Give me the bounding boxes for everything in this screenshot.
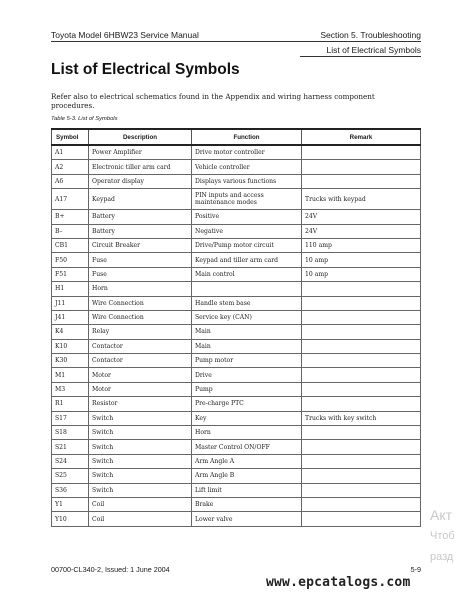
- cell-remark: Trucks with keypad: [302, 189, 421, 210]
- table-row: [52, 497, 421, 511]
- cell-remark: [302, 282, 421, 296]
- cell-function: Arm Angle B: [192, 469, 302, 483]
- cell-description: Electronic tiller arm card: [89, 160, 192, 174]
- table-row: [52, 339, 421, 353]
- footer-doc-number: 00700-CL340-2, Issued: 1 June 2004: [51, 565, 170, 574]
- cell-function: [192, 282, 302, 296]
- cell-symbol: A17: [52, 189, 89, 210]
- table-caption: Table 5-3. List of Symbols: [51, 116, 118, 122]
- cell-description: Fuse: [89, 267, 192, 281]
- cell-description: Coil: [89, 512, 192, 526]
- cell-remark: [302, 469, 421, 483]
- cell-symbol: M3: [52, 382, 89, 396]
- table-row: [52, 296, 421, 310]
- table-row: [52, 238, 421, 252]
- activation-watermark-line3: разд: [430, 551, 454, 563]
- cell-remark: 24V: [302, 224, 421, 238]
- cell-function: PIN inputs and access maintenance modes: [192, 189, 302, 210]
- site-url-watermark: www.epcatalogs.com: [266, 575, 411, 590]
- cell-remark: [302, 145, 421, 160]
- cell-function: Main control: [192, 267, 302, 281]
- table-row: [52, 454, 421, 468]
- cell-function: Pre-charge PTC: [192, 397, 302, 411]
- cell-remark: [302, 454, 421, 468]
- table-header-row: [52, 129, 421, 145]
- cell-remark: [302, 382, 421, 396]
- symbols-table: [51, 128, 421, 527]
- cell-description: Switch: [89, 426, 192, 440]
- cell-description: Circuit Breaker: [89, 238, 192, 252]
- cell-symbol: R1: [52, 397, 89, 411]
- cell-description: Power Amplifier: [89, 145, 192, 160]
- page-title: List of Electrical Symbols: [51, 61, 240, 78]
- cell-symbol: B+: [52, 210, 89, 224]
- table-row: [52, 189, 421, 210]
- cell-description: Switch: [89, 483, 192, 497]
- cell-remark: 10 amp: [302, 267, 421, 281]
- table-row: [52, 512, 421, 526]
- cell-symbol: J11: [52, 296, 89, 310]
- cell-symbol: F50: [52, 253, 89, 267]
- cell-description: Switch: [89, 454, 192, 468]
- cell-symbol: J41: [52, 310, 89, 324]
- col-header-description: Description: [89, 129, 192, 145]
- cell-remark: Trucks with key switch: [302, 411, 421, 425]
- cell-function: Positive: [192, 210, 302, 224]
- cell-remark: [302, 483, 421, 497]
- cell-symbol: A1: [52, 145, 89, 160]
- table-row: [52, 483, 421, 497]
- cell-symbol: S17: [52, 411, 89, 425]
- cell-remark: 110 amp: [302, 238, 421, 252]
- cell-symbol: B–: [52, 224, 89, 238]
- cell-function: Service key (CAN): [192, 310, 302, 324]
- cell-symbol: S25: [52, 469, 89, 483]
- cell-symbol: S24: [52, 454, 89, 468]
- table-row: [52, 469, 421, 483]
- cell-function: Horn: [192, 426, 302, 440]
- cell-symbol: A6: [52, 174, 89, 188]
- cell-remark: [302, 160, 421, 174]
- subheader-divider: [300, 56, 421, 57]
- cell-symbol: K30: [52, 354, 89, 368]
- cell-symbol: Y10: [52, 512, 89, 526]
- cell-description: Keypad: [89, 189, 192, 210]
- table-row: [52, 210, 421, 224]
- cell-description: Resistor: [89, 397, 192, 411]
- table-row: [52, 325, 421, 339]
- cell-description: Battery: [89, 210, 192, 224]
- table-row: [52, 224, 421, 238]
- table-row: [52, 174, 421, 188]
- cell-symbol: K4: [52, 325, 89, 339]
- cell-function: Main: [192, 339, 302, 353]
- cell-function: Displays various functions: [192, 174, 302, 188]
- cell-description: Relay: [89, 325, 192, 339]
- table-row: [52, 368, 421, 382]
- table-row: [52, 397, 421, 411]
- cell-function: Negative: [192, 224, 302, 238]
- cell-remark: [302, 426, 421, 440]
- cell-function: Pump: [192, 382, 302, 396]
- table-row: [52, 267, 421, 281]
- cell-description: Motor: [89, 368, 192, 382]
- table-row: [52, 282, 421, 296]
- cell-remark: [302, 512, 421, 526]
- cell-description: Contactor: [89, 354, 192, 368]
- cell-description: Operator display: [89, 174, 192, 188]
- table-row: [52, 440, 421, 454]
- cell-description: Switch: [89, 411, 192, 425]
- cell-function: Pump motor: [192, 354, 302, 368]
- cell-function: Key: [192, 411, 302, 425]
- header-doc-title: Toyota Model 6HBW23 Service Manual: [51, 30, 199, 40]
- cell-function: Arm Angle A: [192, 454, 302, 468]
- cell-symbol: H1: [52, 282, 89, 296]
- cell-symbol: F51: [52, 267, 89, 281]
- cell-symbol: M1: [52, 368, 89, 382]
- cell-symbol: S18: [52, 426, 89, 440]
- cell-function: Drive: [192, 368, 302, 382]
- table-body: [52, 145, 421, 526]
- cell-function: Brake: [192, 497, 302, 511]
- cell-function: Main: [192, 325, 302, 339]
- cell-remark: [302, 325, 421, 339]
- activation-watermark-line1: Акт: [430, 507, 453, 523]
- footer-page-number: 5-9: [410, 565, 421, 574]
- table-row: [52, 426, 421, 440]
- cell-description: Wire Connection: [89, 310, 192, 324]
- table-row: [52, 310, 421, 324]
- cell-remark: [302, 368, 421, 382]
- cell-remark: [302, 497, 421, 511]
- col-header-function: Function: [192, 129, 302, 145]
- cell-description: Coil: [89, 497, 192, 511]
- header-section: Section 5. Troubleshooting: [320, 30, 421, 40]
- cell-function: Master Control ON/OFF: [192, 440, 302, 454]
- cell-description: Switch: [89, 440, 192, 454]
- activation-watermark-line2: Чтоб: [430, 530, 455, 542]
- intro-paragraph: Refer also to electrical schematics found in the Appendix and wiring harness component procedures.: [51, 92, 375, 110]
- cell-remark: [302, 296, 421, 310]
- cell-description: Wire Connection: [89, 296, 192, 310]
- cell-remark: 24V: [302, 210, 421, 224]
- col-header-symbol: Symbol: [52, 129, 89, 145]
- table-row: [52, 354, 421, 368]
- cell-remark: [302, 310, 421, 324]
- cell-function: Drive motor controller: [192, 145, 302, 160]
- cell-remark: [302, 397, 421, 411]
- table-row: [52, 253, 421, 267]
- cell-function: Drive/Pump motor circuit: [192, 238, 302, 252]
- cell-remark: [302, 354, 421, 368]
- cell-remark: [302, 174, 421, 188]
- cell-description: Fuse: [89, 253, 192, 267]
- col-header-remark: Remark: [302, 129, 421, 145]
- cell-remark: 10 amp: [302, 253, 421, 267]
- cell-description: Horn: [89, 282, 192, 296]
- header-divider: [51, 41, 421, 42]
- table-row: [52, 160, 421, 174]
- cell-symbol: S21: [52, 440, 89, 454]
- cell-function: Lift limit: [192, 483, 302, 497]
- cell-symbol: CB1: [52, 238, 89, 252]
- cell-symbol: K10: [52, 339, 89, 353]
- cell-description: Contactor: [89, 339, 192, 353]
- cell-function: Vehicle controller: [192, 160, 302, 174]
- cell-description: Motor: [89, 382, 192, 396]
- header-subsection: List of Electrical Symbols: [326, 45, 421, 55]
- cell-function: Keypad and tiller arm card: [192, 253, 302, 267]
- cell-symbol: A2: [52, 160, 89, 174]
- cell-symbol: Y1: [52, 497, 89, 511]
- table-row: [52, 145, 421, 160]
- cell-description: Switch: [89, 469, 192, 483]
- cell-function: Lower valve: [192, 512, 302, 526]
- cell-remark: [302, 339, 421, 353]
- table-row: [52, 411, 421, 425]
- cell-symbol: S36: [52, 483, 89, 497]
- table-row: [52, 382, 421, 396]
- cell-function: Handle stem base: [192, 296, 302, 310]
- cell-description: Battery: [89, 224, 192, 238]
- cell-remark: [302, 440, 421, 454]
